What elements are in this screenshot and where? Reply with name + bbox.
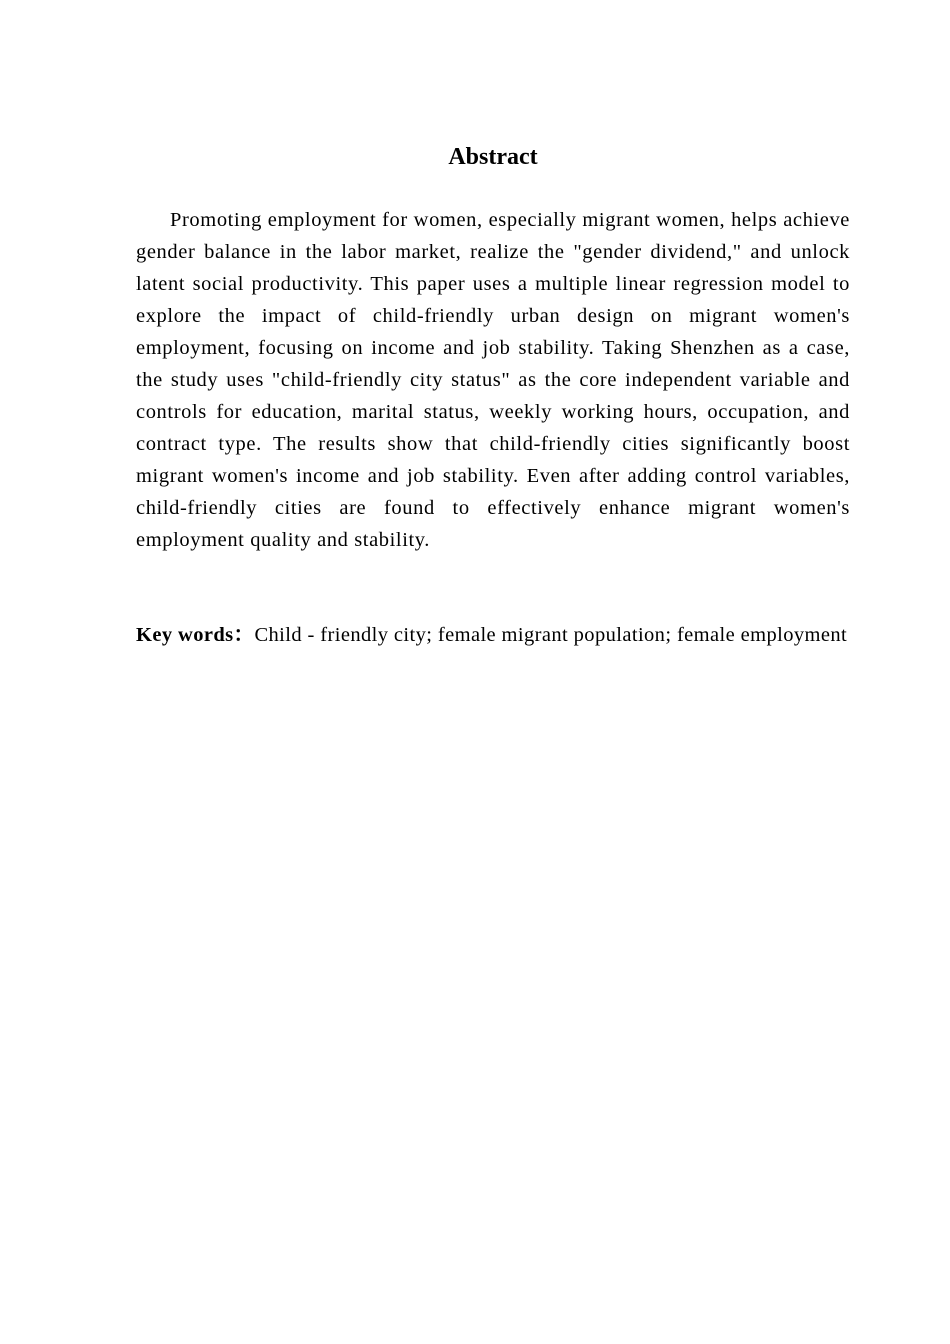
abstract-body: Promoting employment for women, especially migrant women, helps achieve gender balance in the labor market, realize the "gender dividend," and unlock latent social productivity. This paper uses a multiple linear regression model to explore the impact of child-friendly urban design on migrant women's employment, focusing on income and job stability. Taking Shenzhen as a case, the study uses "child-friendly city status" as the core independent variable and controls for education, marital status, weekly working hours, occupation, and contract type. The results show that child-friendly cities significantly boost migrant women's income and job stability. Even after adding control variables, child-friendly cities are found to effectively enhance migrant women's employment quality and stability. — [136, 209, 850, 551]
keywords-line — [136, 620, 850, 651]
abstract-title: Abstract — [448, 144, 538, 170]
keywords-text: Child - friendly city; female migrant population; female employment — [254, 624, 848, 646]
keywords-label: Key words： — [136, 624, 255, 646]
